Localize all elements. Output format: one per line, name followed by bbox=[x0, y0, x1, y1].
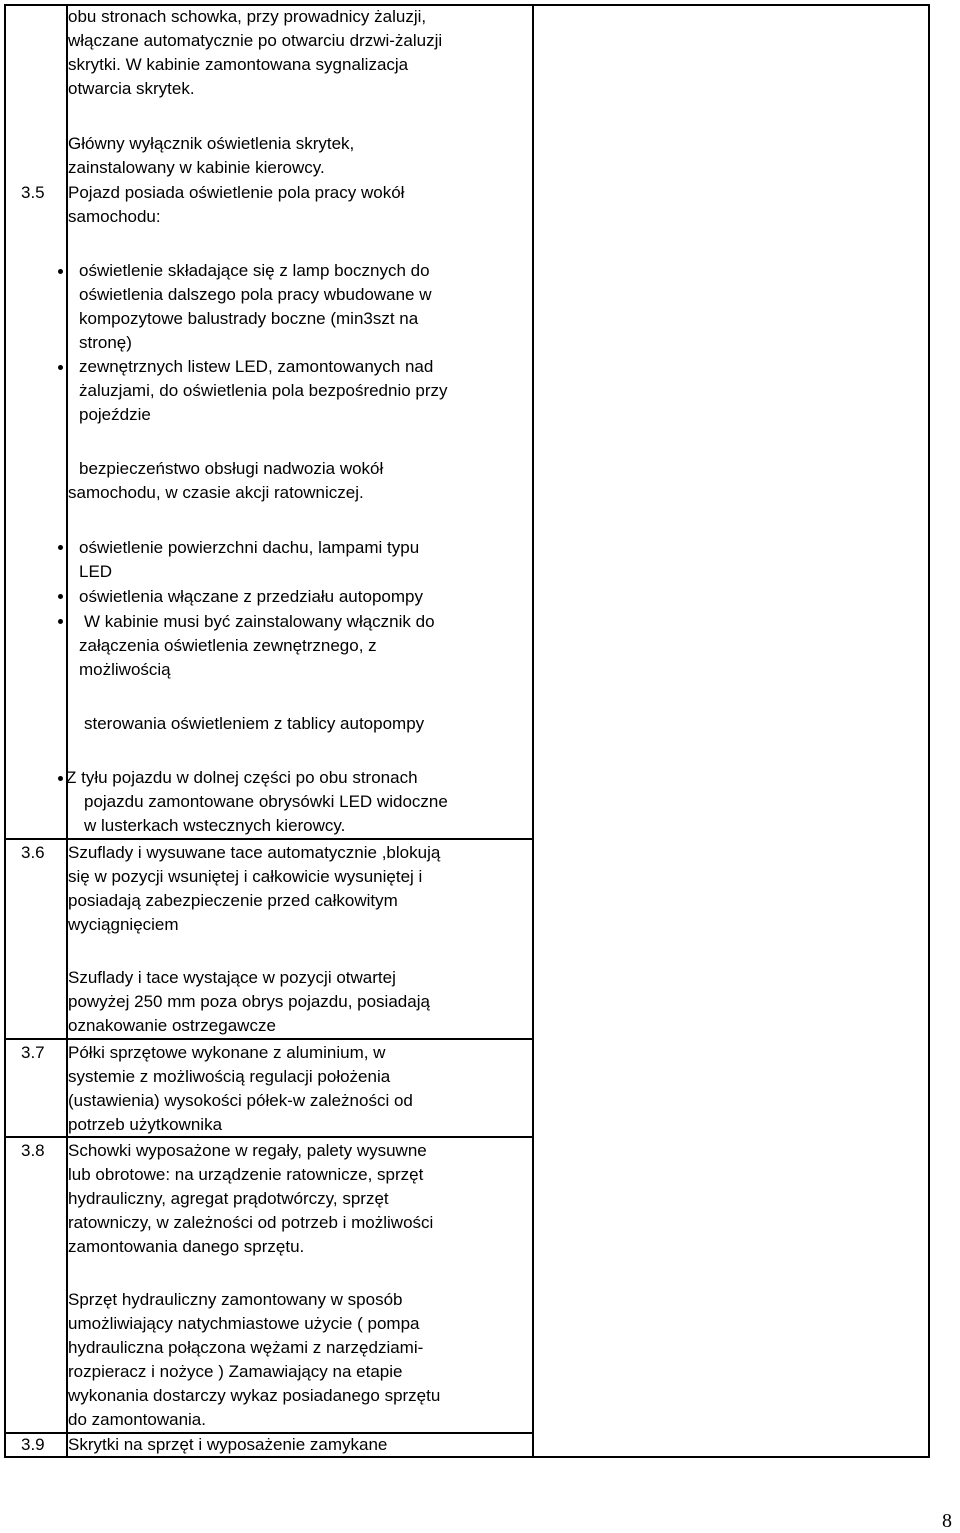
table-border-right bbox=[928, 4, 930, 1458]
list-item-line: żaluzjami, do oświetlenia pola bezpośrednio przy bbox=[79, 381, 448, 400]
row-text-line: włączane automatycznie po otwarciu drzwi-żaluzji bbox=[68, 31, 443, 50]
row-text-line: się w pozycji wsuniętej i całkowicie wysuniętej i bbox=[68, 867, 423, 886]
row-text-line: Szuflady i tace wystające w pozycji otwartej bbox=[68, 968, 396, 987]
row-number: 3.9 bbox=[21, 1435, 45, 1454]
row-text-line: Główny wyłącznik oświetlenia skrytek, bbox=[68, 134, 355, 153]
row-text-line: bezpieczeństwo obsługi nadwozia wokół bbox=[79, 459, 384, 478]
row-text-line: Skrytki na sprzęt i wyposażenie zamykane bbox=[68, 1435, 388, 1454]
table-border-col-divider bbox=[532, 4, 534, 1458]
row-text-line: wykonania dostarczy wykaz posiadanego sprzętu bbox=[68, 1386, 441, 1405]
row-text-line: hydrauliczny, agregat prądotwórczy, sprzęt bbox=[68, 1189, 389, 1208]
list-item-line: stronę) bbox=[79, 333, 132, 352]
row-text-line: Schowki wyposażone w regały, palety wysuwne bbox=[68, 1141, 427, 1160]
row-text-line: sterowania oświetleniem z tablicy autopompy bbox=[84, 714, 425, 733]
bullet-icon bbox=[58, 619, 63, 624]
page-number: 8 bbox=[942, 1510, 952, 1532]
row-text-line: wyciągnięciem bbox=[68, 915, 179, 934]
row-text-line: (ustawienia) wysokości półek-w zależności od bbox=[68, 1091, 413, 1110]
list-item-line: oświetlenia dalszego pola pracy wbudowane w bbox=[79, 285, 432, 304]
row-number: 3.5 bbox=[21, 183, 45, 202]
row-number: 3.8 bbox=[21, 1141, 45, 1160]
row-text-line: Sprzęt hydrauliczny zamontowany w sposób bbox=[68, 1290, 403, 1309]
table-border-left bbox=[4, 4, 6, 1458]
list-item-line: oświetlenia włączane z przedziału autopompy bbox=[79, 587, 423, 606]
list-item-line: W kabinie musi być zainstalowany włącznik do bbox=[84, 612, 435, 631]
bullet-icon bbox=[58, 365, 63, 370]
list-item-line: pojeździe bbox=[79, 405, 151, 424]
row-text-line: Półki sprzętowe wykonane z aluminium, w bbox=[68, 1043, 386, 1062]
list-item-line: w lusterkach wstecznych kierowcy. bbox=[84, 816, 346, 835]
row-text-line: samochodu: bbox=[68, 207, 161, 226]
list-item-line: pojazdu zamontowane obrysówki LED widoczne bbox=[84, 792, 448, 811]
row-divider bbox=[4, 838, 532, 840]
bullet-icon bbox=[58, 776, 63, 781]
list-item-line: możliwością bbox=[79, 660, 171, 679]
bullet-icon bbox=[58, 545, 63, 550]
row-text-line: do zamontowania. bbox=[68, 1410, 206, 1429]
bullet-icon bbox=[58, 594, 63, 599]
list-item-line: kompozytowe balustrady boczne (min3szt na bbox=[79, 309, 419, 328]
row-text-line: lub obrotowe: na urządzenie ratownicze, sprzęt bbox=[68, 1165, 424, 1184]
row-text-line: powyżej 250 mm poza obrys pojazdu, posiadają bbox=[68, 992, 430, 1011]
row-text-line: samochodu, w czasie akcji ratowniczej. bbox=[68, 483, 364, 502]
bullet-icon bbox=[58, 269, 63, 274]
list-item-line: LED bbox=[79, 562, 113, 581]
row-text-line: skrytki. W kabinie zamontowana sygnalizacja bbox=[68, 55, 409, 74]
list-item-line: załączenia oświetlenia zewnętrznego, z bbox=[79, 636, 377, 655]
row-text-line: umożliwiający natychmiastowe użycie ( pompa bbox=[68, 1314, 420, 1333]
row-text-line: Pojazd posiada oświetlenie pola pracy wokół bbox=[68, 183, 405, 202]
row-text-line: Szuflady i wysuwane tace automatycznie ,blokują bbox=[68, 843, 441, 862]
row-text-line: potrzeb użytkownika bbox=[68, 1115, 223, 1134]
list-item-line: oświetlenie powierzchni dachu, lampami typu bbox=[79, 538, 420, 557]
row-text-line: zamontowania danego sprzętu. bbox=[68, 1237, 305, 1256]
row-text-line: hydrauliczna połączona wężami z narzędziami- bbox=[68, 1338, 424, 1357]
row-text-line: obu stronach schowka, przy prowadnicy żaluzji, bbox=[68, 7, 427, 26]
row-number: 3.6 bbox=[21, 843, 45, 862]
list-item-line: zewnętrznych listew LED, zamontowanych nad bbox=[79, 357, 434, 376]
row-text-line: posiadają zabezpieczenie przed całkowitym bbox=[68, 891, 398, 910]
row-divider bbox=[4, 1038, 532, 1040]
row-text-line: ratowniczy, w zależności od potrzeb i możliwości bbox=[68, 1213, 434, 1232]
row-text-line: rozpieracz i nożyce ) Zamawiający na etapie bbox=[68, 1362, 403, 1381]
row-text-line: oznakowanie ostrzegawcze bbox=[68, 1016, 276, 1035]
list-item-line: oświetlenie składające się z lamp bocznych do bbox=[79, 261, 430, 280]
list-item-line: Z tyłu pojazdu w dolnej części po obu stronach bbox=[66, 768, 418, 787]
row-text-line: zainstalowany w kabinie kierowcy. bbox=[68, 158, 325, 177]
row-number: 3.7 bbox=[21, 1043, 45, 1062]
row-text-line: systemie z możliwością regulacji położenia bbox=[68, 1067, 391, 1086]
row-text-line: otwarcia skrytek. bbox=[68, 79, 195, 98]
